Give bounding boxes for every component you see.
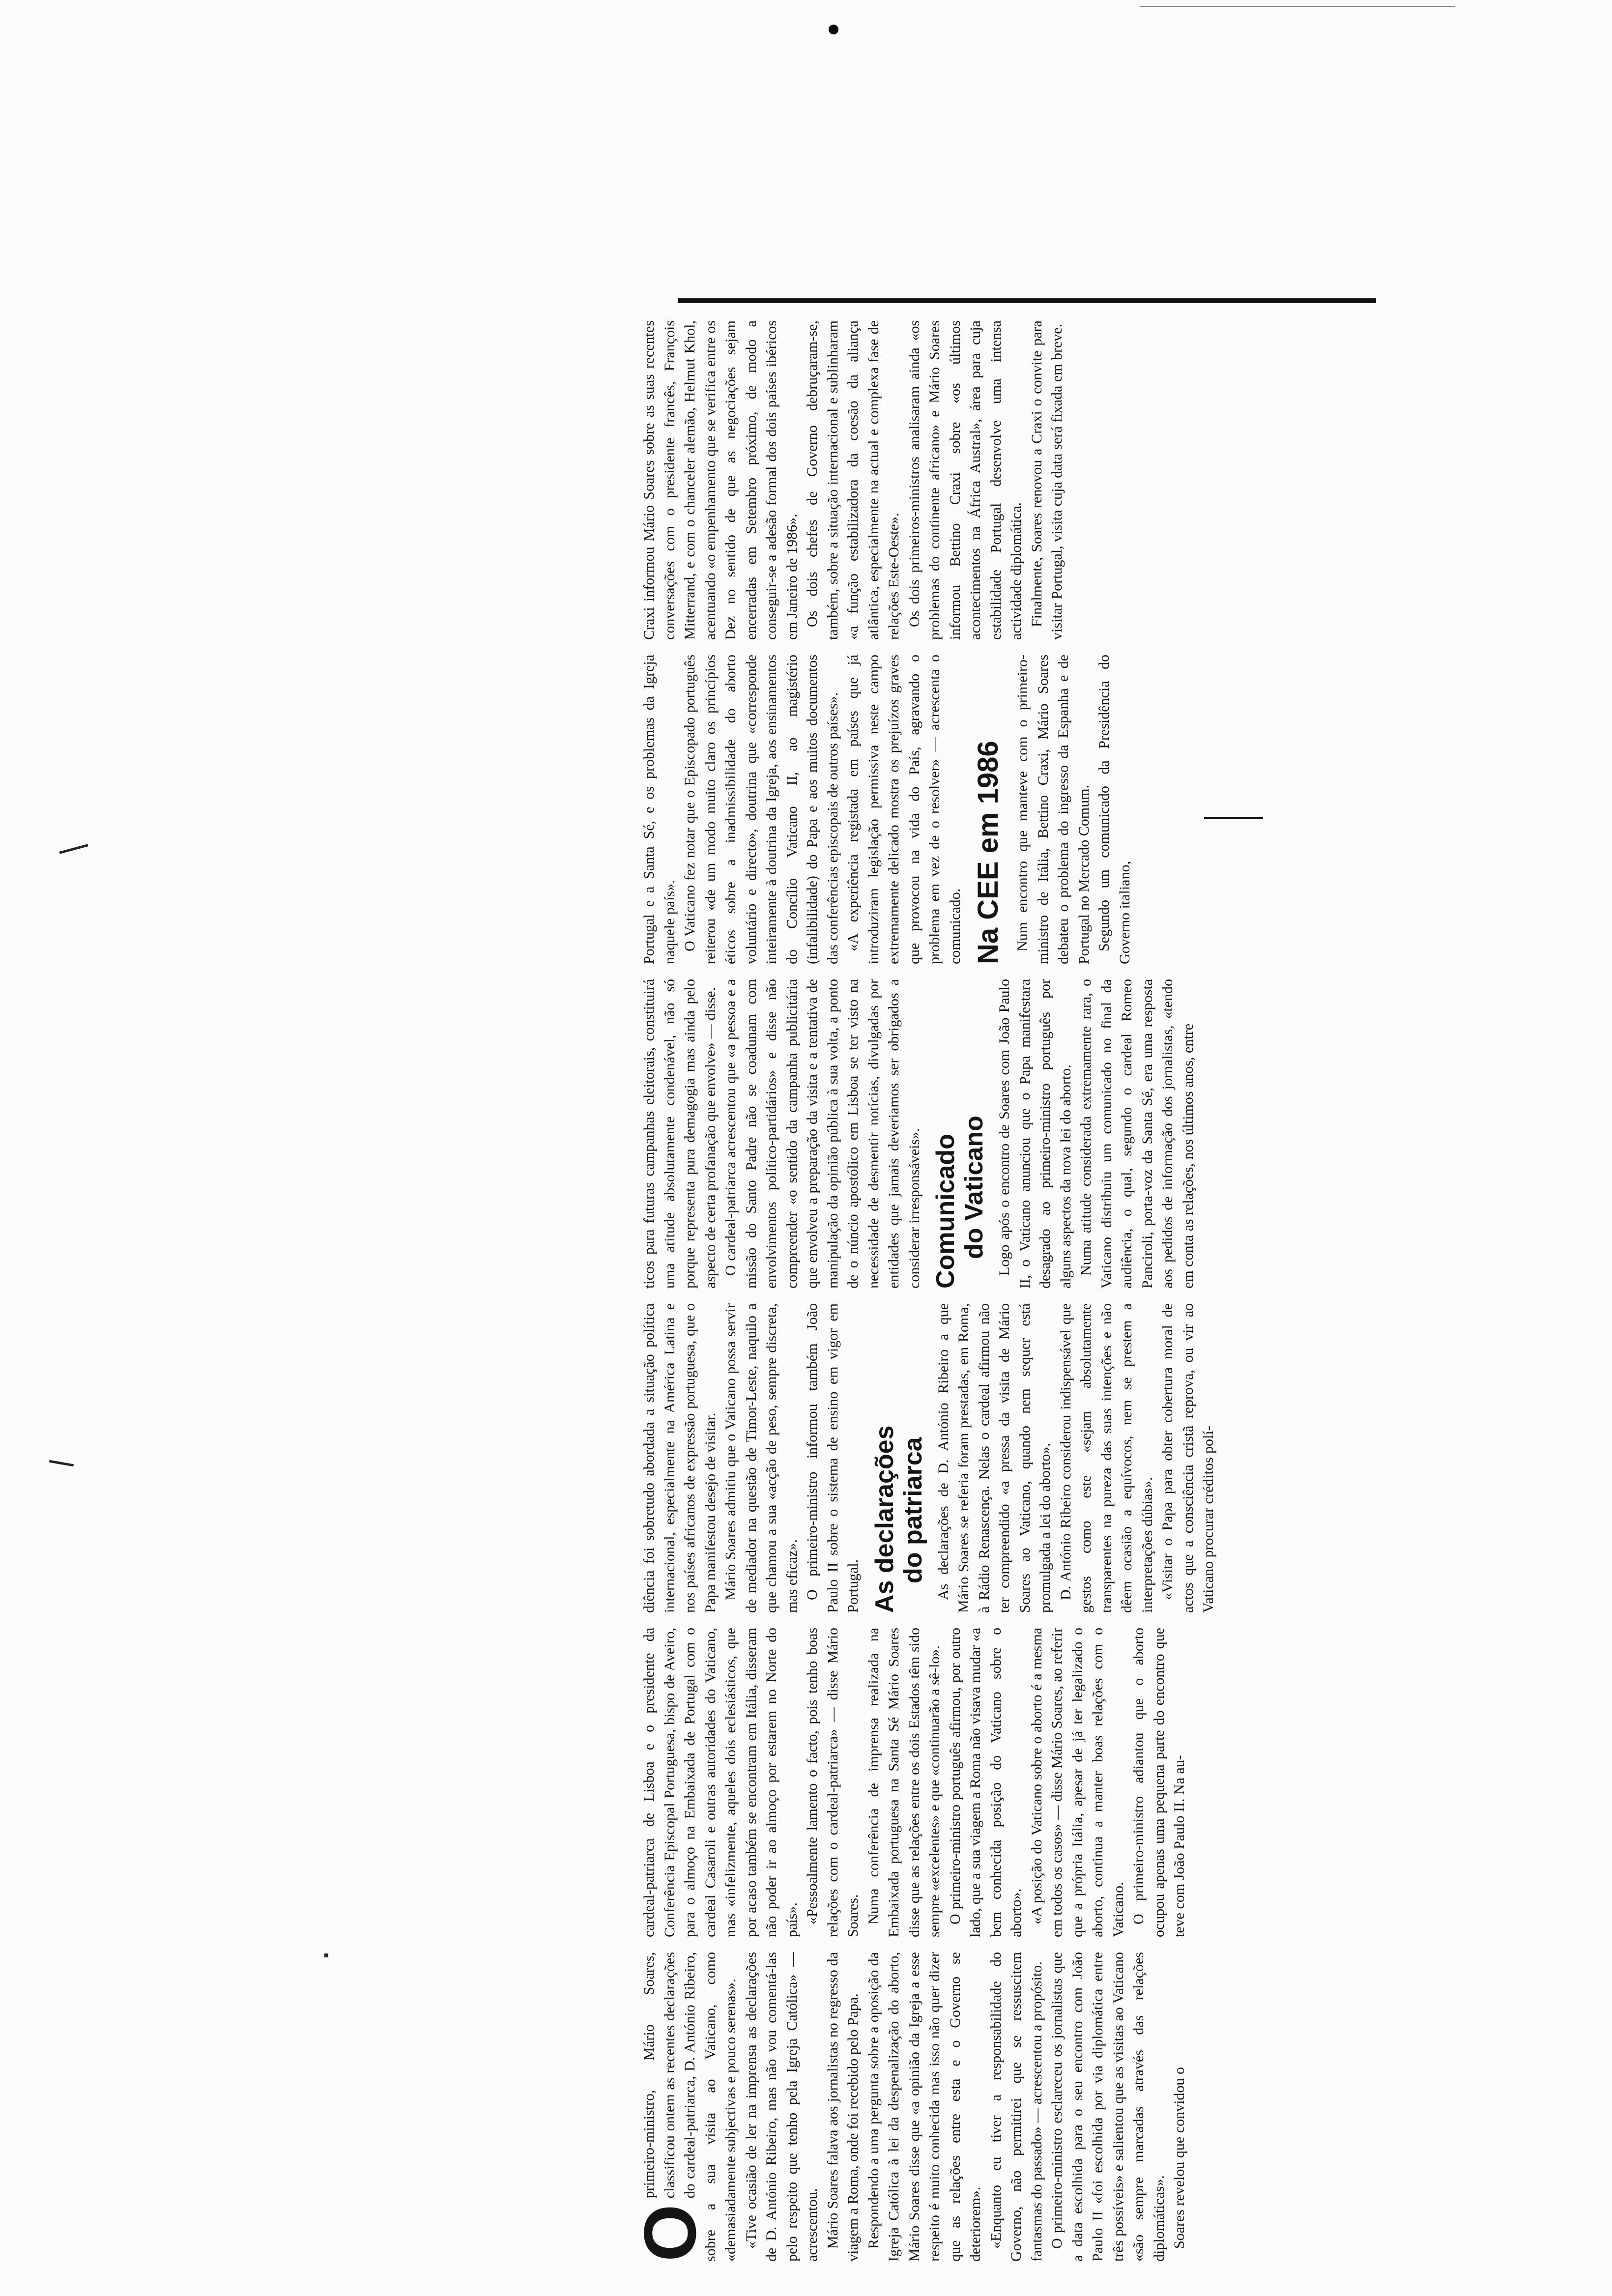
article-column-1 <box>629 1952 1465 2262</box>
article-column-2 <box>639 1628 1465 1937</box>
subheading-vatican-communique <box>931 979 988 1289</box>
column-end-rule <box>678 298 1376 303</box>
subheading-line: Comunicado <box>931 1134 960 1289</box>
subheading-line: do Vaticano <box>960 1116 988 1259</box>
article-paragraph: «Visitar o Papa para obter cobertura moral de actos que a consciência cristã reprova, ou vir ao Vaticano procurar créditos polí- <box>1159 1303 1216 1613</box>
drop-cap: O <box>629 2204 711 2262</box>
article-paragraph: Craxi informou Mário Soares sobre as suas recentes conversações com o presidente francês, François Mitterrand, e com o chanceler alemão, Helmut Khol, acentuando «o empenhamento que se verifica entre os Dez no sentido de que as negociações sejam encerradas em Setembro próximo, de modo a conseguir-se a adesão formal dos dois países ibéricos em Janeiro de 1986». <box>641 320 800 640</box>
newspaper-article <box>629 80 1465 2262</box>
article-column-3 <box>639 1303 1465 1613</box>
article-paragraph <box>629 1952 741 2262</box>
article-paragraph: O cardeal-patriarca acrescentou que «a pessoa e a missão do Santo Padre não se coadunam com envolvimentos político-partidários» e disse não compreender «o sentido da campanha publicitária que envolveu a preparação da visita e a tentativa de manipulação da opinião pública à sua volta, a ponto de o núncio apostólico em Lisboa se ter visto na necessidade de desmentir notícias, divulgadas por entidades que jamais deveriamos ser obrigados a considerar irresponsáveis». <box>722 979 922 1289</box>
article-paragraph: «A posição do Vaticano sobre o aborto é a mesma em todos os casos» — disse Mário Soares, ao referir que a própria Itália, apesar de já ter legalizado o aborto, continua a manter boas relações com o Vaticano. <box>1028 1628 1126 1937</box>
article-paragraph: O primeiro-ministro informou também João Paulo II sobre o sistema de ensino em vigor em Portugal. <box>804 1303 861 1613</box>
article-paragraph: As declarações de D. António Ribeiro a que Mário Soares se referia foram prestadas, em Roma, à Rádio Renascença. Nelas o cardeal afirmou não ter compreendido «a pressa da visita de Mário Soares ao Vaticano, quando nem sequer está promulgada a lei do aborto». <box>935 1303 1053 1613</box>
article-paragraph: Finalmente, Soares renovou a Craxi o convite para visitar Portugal, visita cuja data será fixada em breve. <box>1028 320 1065 640</box>
article-paragraph: Num encontro que manteve com o primeiro-ministro de Itália, Bettino Craxi, Mário Soares debateu o problema do ingresso da Espanha e de Portugal no Mercado Comum. <box>1014 655 1092 964</box>
article-paragraph: Mário Soares falava aos jornalistas no regresso da viagem a Roma, onde foi recebido pelo Papa. <box>824 1952 861 2262</box>
article-paragraph: ticos para futuras campanhas eleitorais, constituirá uma atitude absolutamente condenável, não só porque representa pura demagogia mas ainda pelo aspecto de certa profanação que envolve» — disse. <box>641 979 719 1289</box>
article-paragraph: Respondendo a uma pergunta sobre a oposição da Igreja Católica à lei da despenalização do aborto, Mário Soares disse que «a opinião da Igreja a esse respeito é muito conhecida mas isso não quer dizer que as relações entre esta e o Governo se deteriorem». <box>865 1952 983 2262</box>
article-column-4 <box>639 979 1465 1289</box>
article-paragraph: diência foi sobretudo abordada a situação política internacional, especialmente na América Latina e nos países africanos de expressão portuguesa, que o Papa manifestou desejo de visitar. <box>641 1303 719 1613</box>
subheading-eec-1986: Na CEE em 1986 <box>972 741 1004 964</box>
article-paragraph: Mário Soares admitiu que o Vaticano possa servir de mediador na questão de Timor-Leste, naquilo a que chamou a sua «acção de peso, sempre discreta, mas eficaz». <box>722 1303 800 1613</box>
article-paragraph: «A experiência registada em países que já introduziram legislação permissiva neste campo extremamente delicado mostra os prejuízos graves que provocou na vida do País, agravando o problema em vez de o resolver» — acrescenta o comunicado. <box>845 655 963 964</box>
subheading-line: As declarações <box>870 1425 899 1613</box>
subheading-patriarch-statements <box>870 1303 927 1613</box>
article-paragraph: «Tive ocasião de ler na imprensa as declarações de D. António Ribeiro, mas não vou comentá-las pelo respeito que tenho pela Igreja Católica» — acrescentou. <box>743 1952 820 2262</box>
article-paragraph: Numa atitude considerada extremamente rara, o Vaticano distribuiu um comunicado no final da audiência, o qual, segundo o cardeal Romeo Panciroli, porta-voz da Santa Sé, era uma resposta aos pedidos de informação dos jornalistas, «tendo em conta as relações, nos últimos anos, entre <box>1078 979 1196 1289</box>
article-paragraph: O primeiro-ministro adiantou que o aborto ocupou apenas uma pequena parte do encontro que teve com João Paulo II. Na au- <box>1130 1628 1187 1937</box>
article-paragraph: Segundo um comunicado da Presidência do Governo italiano, <box>1096 655 1133 964</box>
article-paragraph: cardeal-patriarca de Lisboa e o presidente da Conferência Episcopal Portuguesa, bispo de Aveiro, para o almoço na Embaixada de Portugal com o cardeal Casaroli e outras autoridades do Vaticano, mas «infelizmente, aqueles dois eclesiásticos, que por acaso também se encontram em Itália, disseram não poder ir ao almoço por estarem no Norte do país». <box>641 1628 800 1937</box>
article-paragraph: «Pessoalmente lamento o facto, pois tenho boas relações com o cardeal-patriarca» — disse Mário Soares. <box>804 1628 861 1937</box>
subheading-line: do patriarca <box>898 1437 927 1583</box>
article-paragraph: D. António Ribeiro considerou indispensável que gestos como este «sejam absolutamente transparentes na pureza das suas intenções e não dêem ocasião a equívocos, nem se prestem a interpretações dúbias». <box>1057 1303 1155 1613</box>
article-paragraph: O primeiro-ministro português afirmou, por outro lado, que a sua viagem a Roma não visava mudar «a bem conhecida posição do Vaticano sobre o aborto». <box>947 1628 1024 1937</box>
article-column-6 <box>639 320 1465 640</box>
article-paragraph: Portugal e a Santa Sé, e os problemas da Igreja naquele país». <box>641 655 678 964</box>
article-text: primeiro-ministro, Mário Soares, classificou ontem as recentes declarações do cardeal-patriarca, D. António Ribeiro, sobre a sua visita ao Vaticano, como «demasiadamente subjectivas e pouco serenas». <box>641 1952 739 2262</box>
article-paragraph: Logo após o encontro de Soares com João Paulo II, o Vaticano anunciou que o Papa manifestara desagrado ao primeiro-ministro português por alguns aspectos da nova lei do aborto. <box>996 979 1074 1289</box>
article-paragraph: Soares revelou que convidou o <box>1171 2067 1187 2249</box>
article-paragraph: Os dois primeiros-ministros analisaram ainda «os problemas do continente africano» e Mário Soares informou Bettino Craxi sobre «os últimos acontecimentos na África Austral», área para cuja estabilidade Portugal desenvolve uma intensa actividade diplomática. <box>906 320 1024 640</box>
column-end-rule <box>1204 817 1263 819</box>
article-paragraph: «Enquanto eu tiver a responsabilidade do Governo, não permitirei que se ressuscitem fantasmas do passado» — acrescentou a propósito. <box>987 1952 1045 2262</box>
article-paragraph: O primeiro-ministro esclareceu os jornalistas que a data escolhida para o seu encontro com João Paulo II «foi escolhida por via diplomática entre três possíveis» e salientou que as visitas ao Vaticano «são sempre marcadas através das relações diplomáticas». <box>1049 1952 1167 2262</box>
article-paragraph: Numa conferência de imprensa realizada na Embaixada portuguesa na Santa Sé Mário Soares disse que as relações entre os dois Estados têm sido sempre «excelentes» e que «continuarão a sê-lo». <box>865 1628 943 1937</box>
article-column-5 <box>639 655 1465 964</box>
article-paragraph: Os dois chefes de Governo debruçaram-se, também, sobre a situação internacional e sublinharam «a função estabilizadora da coesão da aliança atlântica, especialmente na actual e complexa fase de relações Este-Oeste». <box>804 320 902 640</box>
article-paragraph: O Vaticano fez notar que o Episcopado português reiterou «de um modo muito claro os princípios éticos sobre a inadmissibilidade do aborto voluntário e directo», doutrina que «corresponde inteiramente à doutrina da Igreja, aos ensinamentos do Concílio Vaticano II, ao magistério (infalibilidade) do Papa e aos muitos documentos das conferências episcopais de outros países». <box>682 655 841 964</box>
